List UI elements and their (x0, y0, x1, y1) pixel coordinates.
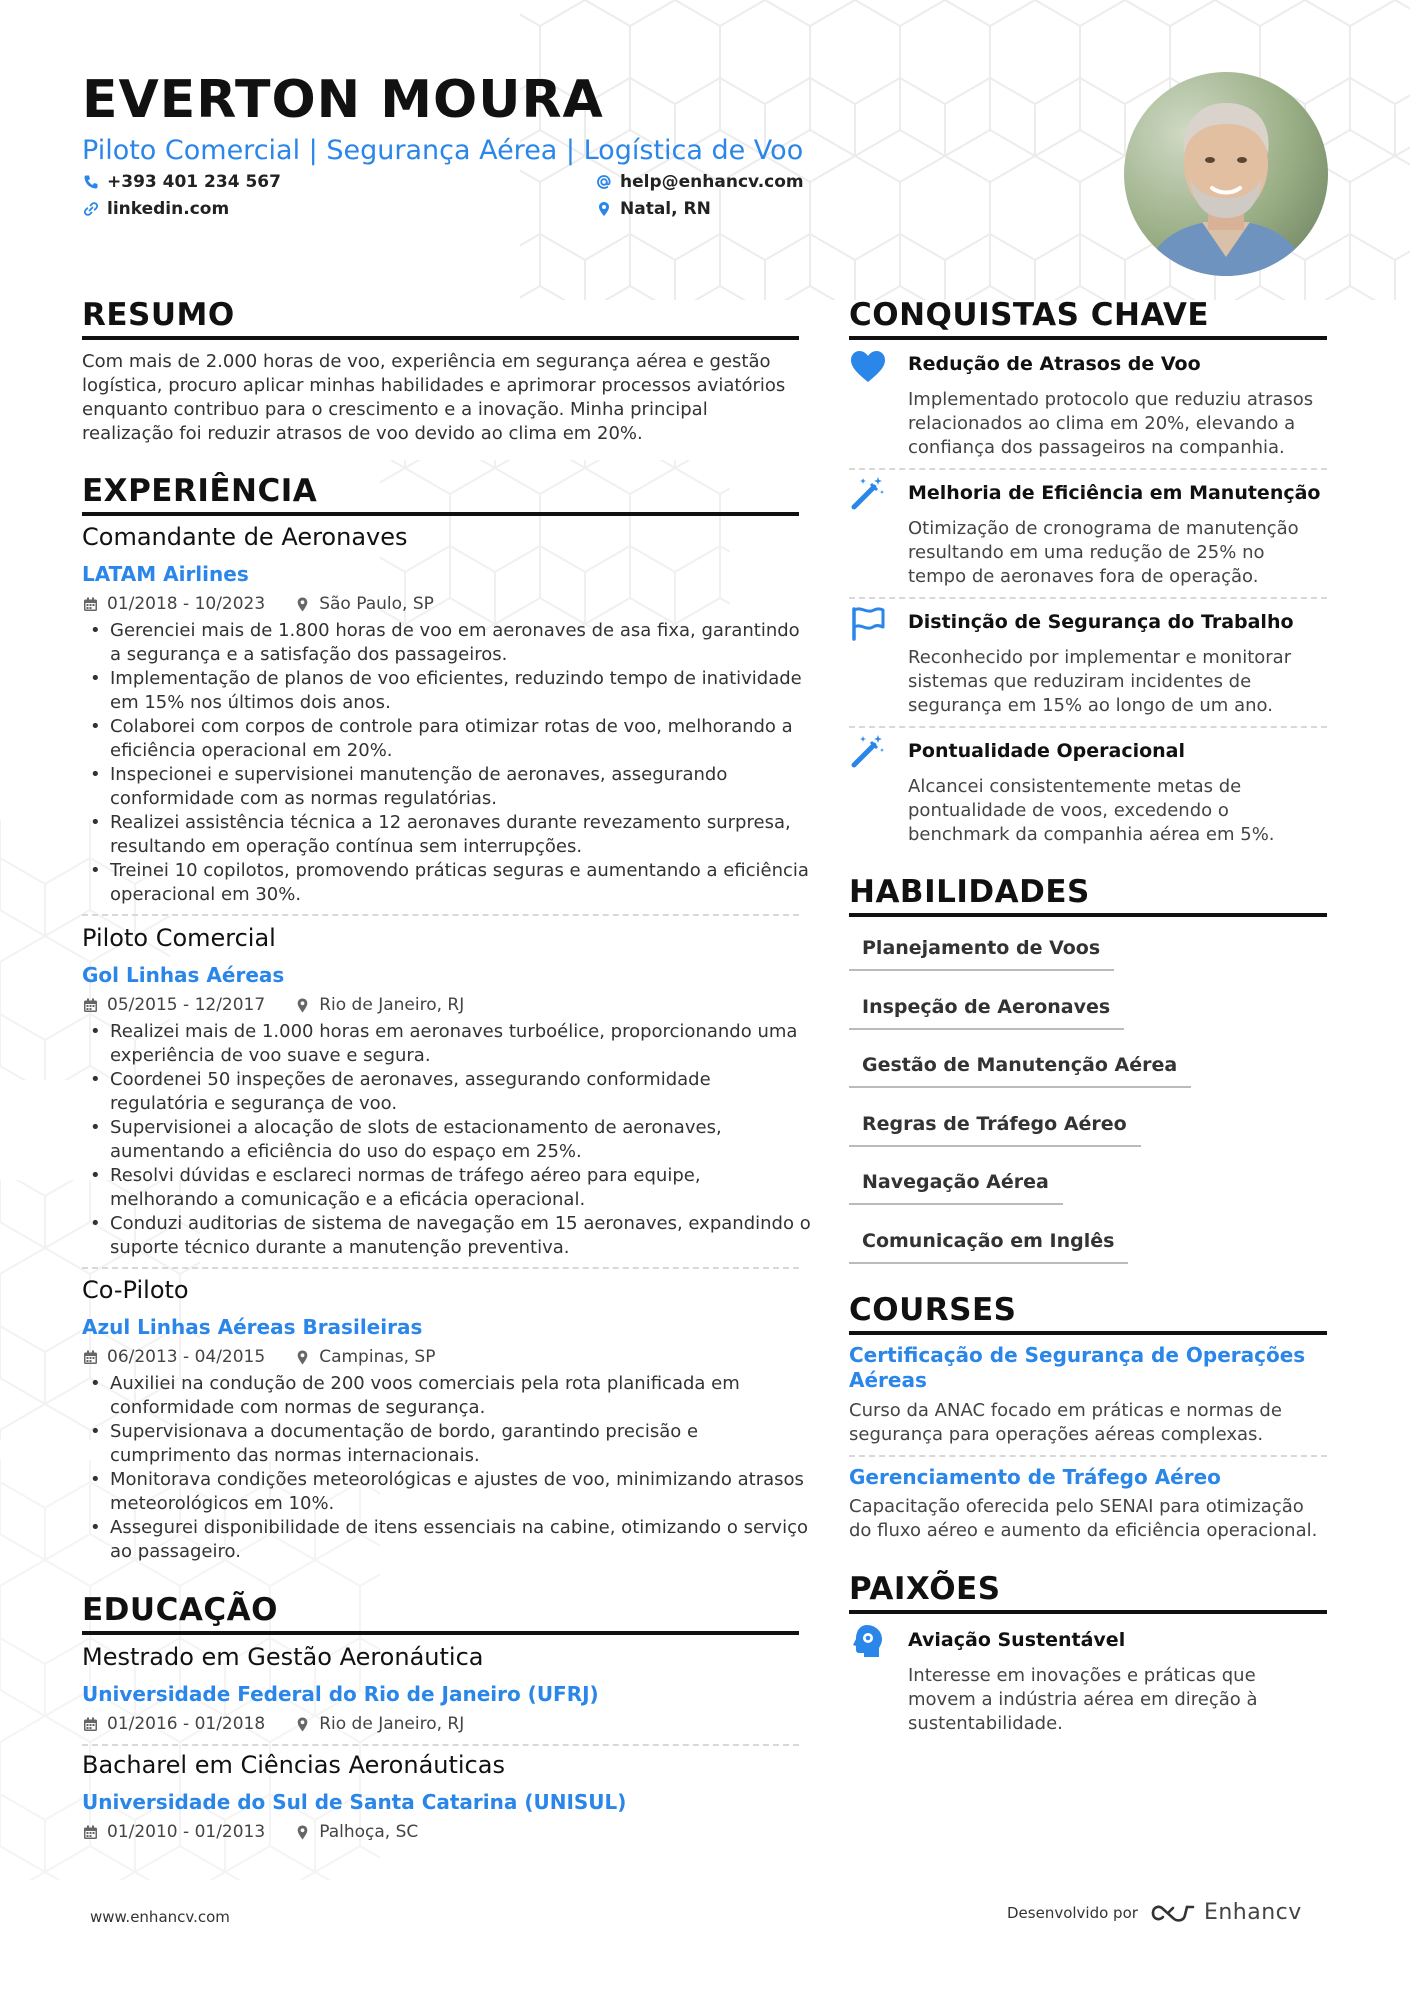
link-icon (83, 201, 99, 217)
list-item: • Resolvi dúvidas e esclareci normas de tráfego aéreo para equipe, melhorando a comunicação e a eficácia operacional. (82, 1164, 812, 1212)
achievement-desc: Otimização de cronograma de manutenção resultando em uma redução de 25% no tempo de aeronaves fora de operação. (908, 518, 1299, 587)
list-item: • Auxiliei na condução de 200 voos comerciais pela rota planificada em conformidade com normas de segurança. (82, 1372, 812, 1420)
education-rule (82, 1631, 799, 1635)
phone-icon (83, 174, 99, 190)
course-desc: Curso da ANAC focado em práticas e normas de segurança para operações aéreas complexas. (849, 1400, 1282, 1445)
job-title: Piloto Comercial (82, 924, 276, 952)
at-icon (596, 174, 612, 190)
course-title: Gerenciamento de Tráfego Aéreo (849, 1465, 1221, 1489)
degree-title: Bacharel em Ciências Aeronáuticas (82, 1751, 505, 1779)
summary-title: RESUMO (82, 297, 235, 333)
achievement-desc: Implementado protocolo que reduziu atrasos relacionados ao clima em 20%, elevando a confiança dos passageiros na companhia. (908, 389, 1314, 458)
education-dates: 01/2016 - 01/2018 (107, 1714, 266, 1734)
list-item: • Assegurei disponibilidade de itens essenciais na cabine, otimizando o serviço ao passageiro. (82, 1516, 812, 1564)
courses-rule (849, 1331, 1327, 1335)
list-item: • Monitorava condições meteorológicas e ajustes de voo, minimizando atrasos meteorológicos em 10%. (82, 1468, 812, 1516)
achievement-desc: Alcancei consistentemente metas de pontualidade de voos, excedendo o benchmark da companhia aérea em 5%. (908, 776, 1275, 845)
list-item: • Treinei 10 copilotos, promovendo práticas seguras e aumentando a eficiência operacional em 30%. (82, 859, 812, 907)
magic-wand-icon (849, 474, 887, 512)
job-dates: 06/2013 - 04/2015 (107, 1347, 266, 1367)
location-pin-icon (295, 1717, 310, 1732)
job-title: Co-Piloto (82, 1276, 189, 1304)
divider (82, 914, 799, 916)
company-name: Azul Linhas Aéreas Brasileiras (82, 1315, 423, 1339)
calendar-icon (83, 1825, 98, 1840)
courses-title: COURSES (849, 1292, 1017, 1328)
brain-head-icon (849, 1622, 887, 1660)
linkedin-contact[interactable] (83, 199, 229, 219)
divider (849, 468, 1327, 470)
achievements-rule (849, 336, 1327, 340)
candidate-name: EVERTON MOURA (82, 70, 604, 130)
list-item: • Realizei mais de 1.000 horas em aeronaves turboélice, proporcionando uma experiência de voo suave e segura. (82, 1020, 812, 1068)
company-name: LATAM Airlines (82, 562, 249, 586)
skill-tag: Comunicação em Inglês (849, 1230, 1128, 1264)
flag-icon (849, 605, 887, 643)
divider (82, 1267, 799, 1269)
job-meta (83, 995, 464, 1015)
list-item: • Realizei assistência técnica a 12 aeronaves durante revezamento surpresa, resultando em operação contínua sem interrupções. (82, 811, 812, 859)
divider (849, 1455, 1327, 1457)
enhancv-logo-icon (1150, 1901, 1196, 1925)
divider (849, 597, 1327, 599)
course-desc: Capacitação oferecida pelo SENAI para otimização do fluxo aéreo e aumento da eficiência operacional. (849, 1496, 1318, 1541)
education-location: Rio de Janeiro, RJ (319, 1714, 465, 1734)
list-item: • Gerenciei mais de 1.800 horas de voo em aeronaves de asa fixa, garantindo a segurança e a satisfação dos passageiros. (82, 619, 812, 667)
education-title: EDUCAÇÃO (82, 1592, 278, 1628)
list-item: • Supervisionava a documentação de bordo, garantindo precisão e cumprimento das normas internacionais. (82, 1420, 812, 1468)
skill-tag: Regras de Tráfego Aéreo (849, 1113, 1141, 1147)
enhancv-brand: Enhancv (1203, 1900, 1302, 1925)
location-pin-icon (295, 597, 310, 612)
phone-contact[interactable] (83, 172, 281, 192)
education-location: Palhoça, SC (319, 1822, 419, 1842)
summary-text: Com mais de 2.000 horas de voo, experiência em segurança aérea e gestão logística, procuro aplicar minhas habilidades e aprimorar processos aviatórios enquanto contribuo para o crescimento e a inovação. Minha principal realização foi reduzir atrasos de voo devido ao clima em 20%. (82, 351, 786, 444)
school-name: Universidade do Sul de Santa Catarina (UNISUL) (82, 1790, 627, 1814)
headline: Piloto Comercial | Segurança Aérea | Logística de Voo (82, 135, 804, 166)
achievement-title: Redução de Atrasos de Voo (908, 353, 1201, 375)
education-dates: 01/2010 - 01/2013 (107, 1822, 266, 1842)
divider (82, 1744, 799, 1746)
location-pin-icon (295, 1825, 310, 1840)
job-title: Comandante de Aeronaves (82, 523, 408, 551)
calendar-icon (83, 1350, 98, 1365)
list-item: • Implementação de planos de voo eficientes, reduzindo tempo de inatividade em 15% nos últimos dois anos. (82, 667, 812, 715)
calendar-icon (83, 597, 98, 612)
location-pin-icon (295, 1350, 310, 1365)
skill-tag: Gestão de Manutenção Aérea (849, 1054, 1191, 1088)
job-bullets (82, 1372, 812, 1564)
list-item: • Conduzi auditorias de sistema de navegação em 15 aeronaves, expandindo o suporte técnico durante a manutenção preventiva. (82, 1212, 812, 1260)
heart-icon (849, 348, 887, 386)
course-title: Certificação de Segurança de Operações Aéreas (849, 1343, 1306, 1392)
passion-desc: Interesse em inovações e práticas que movem a indústria aérea em direção à sustentabilidade. (908, 1665, 1258, 1734)
location-pin-icon (596, 201, 612, 217)
location-contact (596, 199, 711, 219)
job-dates: 01/2018 - 10/2023 (107, 594, 266, 614)
magic-wand-icon (849, 732, 887, 770)
company-name: Gol Linhas Aéreas (82, 963, 285, 987)
passion-title: Aviação Sustentável (908, 1629, 1126, 1651)
profile-photo (1124, 72, 1328, 276)
job-location: São Paulo, SP (319, 594, 434, 614)
summary-rule (82, 336, 799, 340)
list-item: • Coordenei 50 inspeções de aeronaves, assegurando conformidade regulatória e segurança de voo. (82, 1068, 812, 1116)
education-meta (83, 1714, 464, 1734)
skill-tag: Inspeção de Aeronaves (849, 996, 1124, 1030)
divider (849, 726, 1327, 728)
school-name: Universidade Federal do Rio de Janeiro (UFRJ) (82, 1682, 599, 1706)
achievement-desc: Reconhecido por implementar e monitorar sistemas que reduziram incidentes de segurança em 15% ao longo de um ano. (908, 647, 1292, 716)
job-meta (83, 1347, 435, 1367)
email-text: help@enhancv.com (620, 172, 804, 192)
skill-tag: Planejamento de Voos (849, 937, 1114, 971)
avatar (1124, 72, 1328, 276)
linkedin-text: linkedin.com (107, 199, 230, 219)
list-item: • Inspecionei e supervisionei manutenção de aeronaves, assegurando conformidade com as normas regulatórias. (82, 763, 812, 811)
skill-tag: Navegação Aérea (849, 1171, 1063, 1205)
location-pin-icon (295, 998, 310, 1013)
job-bullets (82, 1020, 812, 1260)
job-location: Rio de Janeiro, RJ (319, 995, 465, 1015)
email-contact[interactable] (596, 172, 804, 192)
calendar-icon (83, 998, 98, 1013)
list-item: • Colaborei com corpos de controle para otimizar rotas de voo, melhorando a eficiência operacional em 20%. (82, 715, 812, 763)
location-text: Natal, RN (620, 199, 711, 219)
experience-rule (82, 512, 799, 516)
footer-website[interactable]: www.enhancv.com (90, 1908, 230, 1926)
achievements-title: CONQUISTAS CHAVE (849, 297, 1210, 333)
achievement-title: Pontualidade Operacional (908, 740, 1186, 762)
calendar-icon (83, 1717, 98, 1732)
skills-title: HABILIDADES (849, 874, 1090, 910)
job-location: Campinas, SP (319, 1347, 436, 1367)
job-meta (83, 594, 434, 614)
experience-title: EXPERIÊNCIA (82, 473, 318, 509)
list-item: • Supervisionei a alocação de slots de estacionamento de aeronaves, aumentando a eficiência do uso do espaço em 25%. (82, 1116, 812, 1164)
skills-rule (849, 913, 1327, 917)
job-bullets (82, 619, 812, 907)
phone-text: +393 401 234 567 (107, 172, 281, 192)
passions-rule (849, 1610, 1327, 1614)
achievement-title: Distinção de Segurança do Trabalho (908, 611, 1294, 633)
education-meta (83, 1822, 418, 1842)
job-dates: 05/2015 - 12/2017 (107, 995, 266, 1015)
footer-branding (1007, 1900, 1302, 1925)
passions-title: PAIXÕES (849, 1571, 1001, 1607)
achievement-title: Melhoria de Eficiência em Manutenção (908, 482, 1321, 504)
powered-by-text: Desenvolvido por (1007, 1903, 1138, 1922)
degree-title: Mestrado em Gestão Aeronáutica (82, 1643, 484, 1671)
